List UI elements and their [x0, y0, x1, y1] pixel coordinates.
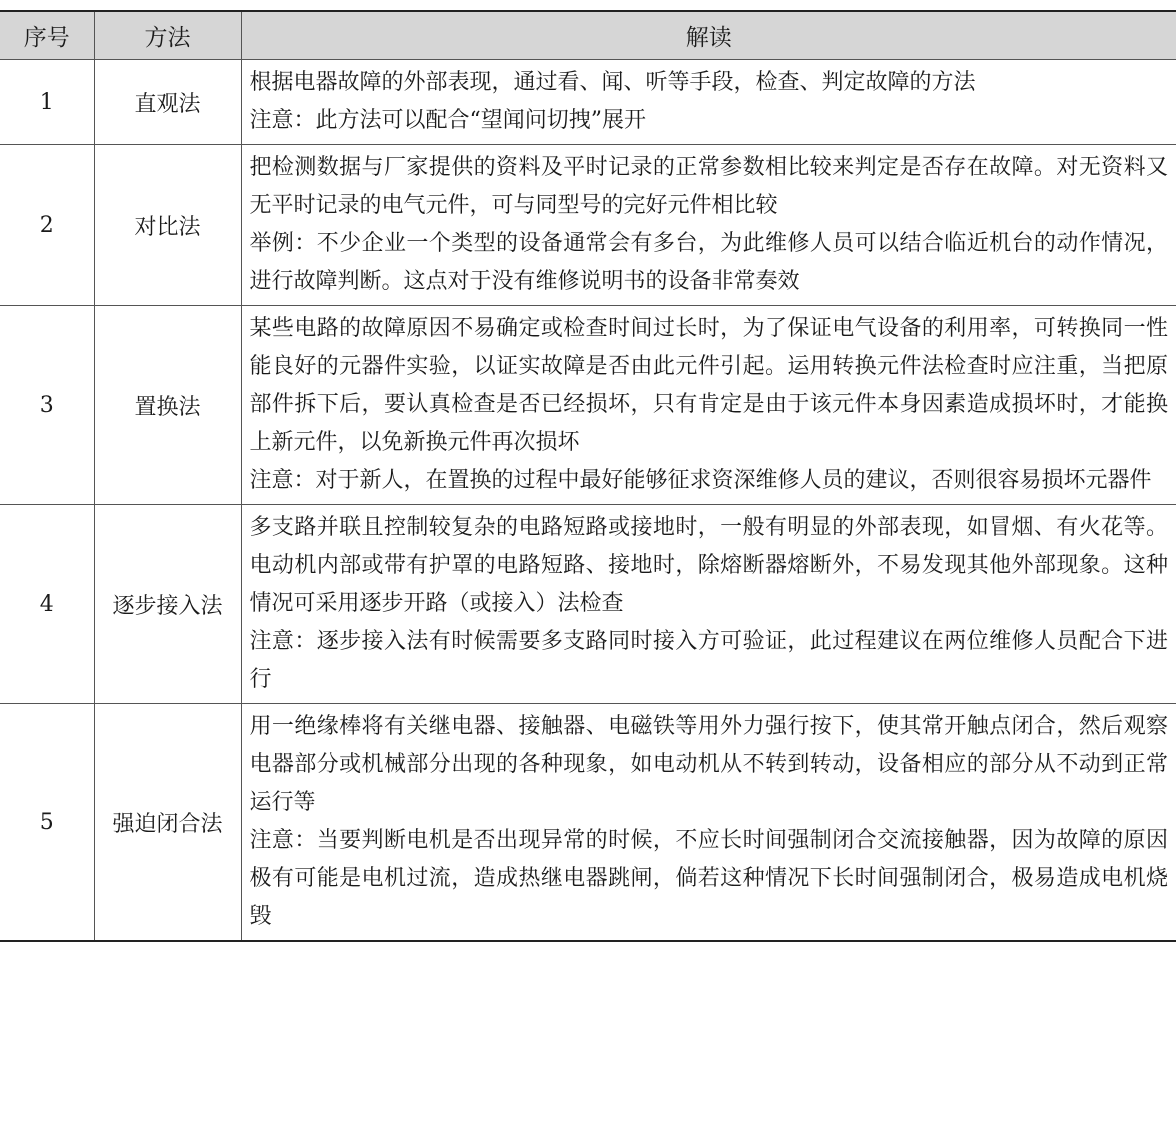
description-paragraph: 用一绝缘棒将有关继电器、接触器、电磁铁等用外力强行按下，使其常开触点闭合，然后观察电器部分或机械部分出现的各种现象，如电动机从不转到转动，设备相应的部分从不动到正常运行等 — [249, 714, 1168, 815]
example-paragraph: 举例：不少企业一个类型的设备通常会有多台，为此维修人员可以结合临近机台的动作情况，进行故障判断。这点对于没有维修说明书的设备非常奏效 — [249, 231, 1168, 294]
method-description — [241, 145, 1176, 306]
table-row — [0, 704, 1176, 942]
description-paragraph: 把检测数据与厂家提供的资料及平时记录的正常参数相比较来判定是否存在故障。对无资料又无平时记录的电气元件，可与同型号的完好元件相比较 — [249, 155, 1168, 218]
table-row — [0, 145, 1176, 306]
method-description — [241, 306, 1176, 505]
header-method: 方法 — [94, 11, 241, 60]
table-row — [0, 60, 1176, 145]
note-paragraph: 注意：对于新人，在置换的过程中最好能够征求资深维修人员的建议，否则很容易损坏元器件 — [249, 468, 1152, 493]
table-row — [0, 306, 1176, 505]
note-paragraph: 注意：当要判断电机是否出现异常的时候，不应长时间强制闭合交流接触器，因为故障的原因极有可能是电机过流，造成热继电器跳闸，倘若这种情况下长时间强制闭合，极易造成电机烧毁 — [249, 828, 1168, 929]
description-paragraph: 某些电路的故障原因不易确定或检查时间过长时，为了保证电气设备的利用率，可转换同一性能良好的元器件实验，以证实故障是否由此元件引起。运用转换元件法检查时应注重，当把原部件拆下后，要认真检查是否已经损坏，只有肯定是由于该元件本身因素造成损坏时，才能换上新元件，以免新换元件再次损坏 — [249, 316, 1168, 455]
note-paragraph: 注意：逐步接入法有时候需要多支路同时接入方可验证，此过程建议在两位维修人员配合下进行 — [249, 629, 1168, 692]
fault-diagnosis-methods-table — [0, 10, 1176, 942]
header-interpretation: 解读 — [241, 11, 1176, 60]
note-paragraph: 注意：此方法可以配合“望闻问切拽”展开 — [249, 108, 646, 133]
row-number: 3 — [0, 306, 94, 505]
header-serial-number: 序号 — [0, 11, 94, 60]
method-description — [241, 704, 1176, 942]
method-description — [241, 60, 1176, 145]
description-paragraph: 多支路并联且控制较复杂的电路短路或接地时，一般有明显的外部表现，如冒烟、有火花等。电动机内部或带有护罩的电路短路、接地时，除熔断器熔断外，不易发现其他外部现象。这种情况可采用逐步开路（或接入）法检查 — [249, 515, 1168, 616]
table-header-row — [0, 11, 1176, 60]
row-number: 2 — [0, 145, 94, 306]
method-name: 强迫闭合法 — [94, 704, 241, 942]
row-number: 5 — [0, 704, 94, 942]
method-name: 直观法 — [94, 60, 241, 145]
method-description — [241, 505, 1176, 704]
method-name: 逐步接入法 — [94, 505, 241, 704]
row-number: 1 — [0, 60, 94, 145]
description-paragraph: 根据电器故障的外部表现，通过看、闻、听等手段，检查、判定故障的方法 — [249, 70, 976, 95]
method-name: 置换法 — [94, 306, 241, 505]
table-row — [0, 505, 1176, 704]
method-name: 对比法 — [94, 145, 241, 306]
row-number: 4 — [0, 505, 94, 704]
